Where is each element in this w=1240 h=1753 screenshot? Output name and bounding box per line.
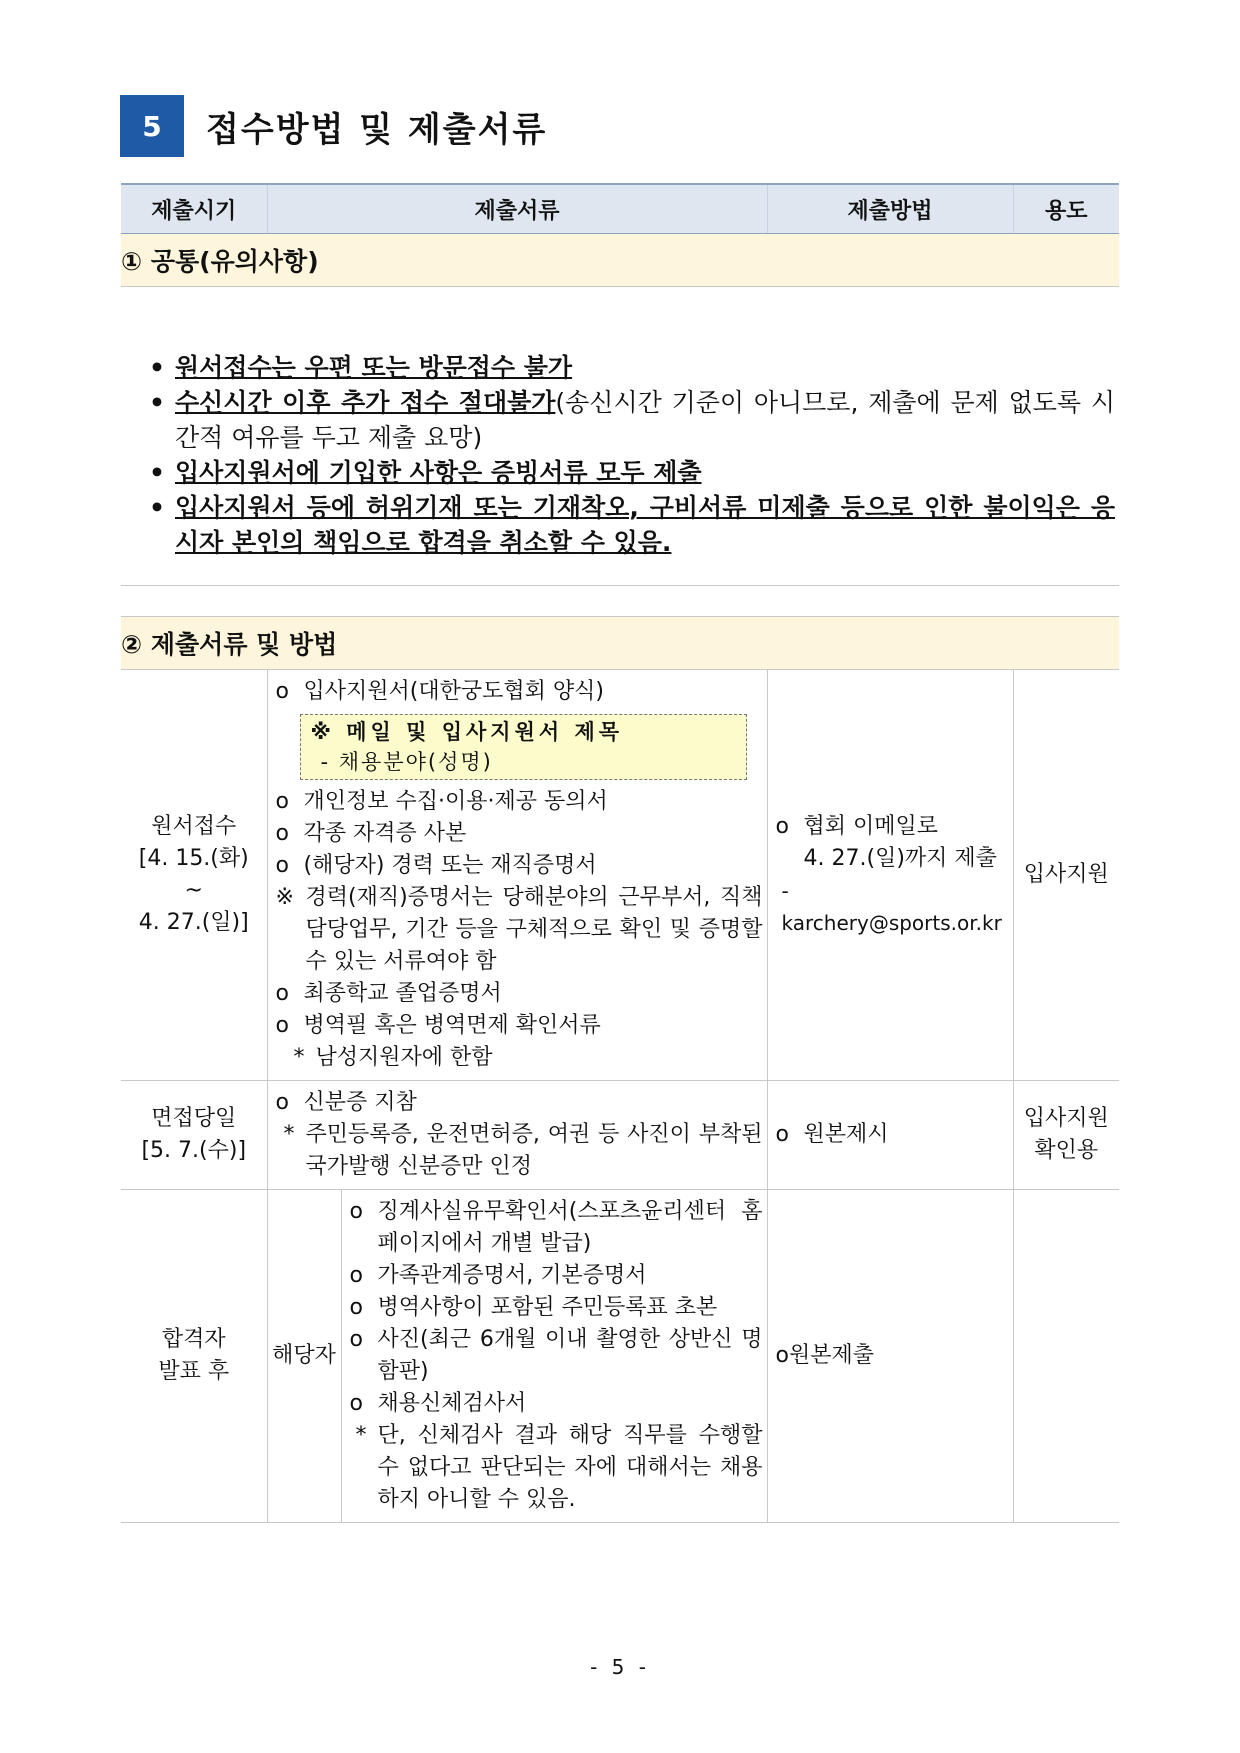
section-title: 접수방법 및 제출서류: [206, 109, 548, 150]
period-cell: 원서접수 [4. 15.(화) ~ 4. 27.(일)]: [121, 670, 267, 1081]
submission-table: [121, 183, 1119, 1523]
band-common-title: ① 공통(유의사항): [121, 234, 1119, 287]
band-documents-title: ② 제출서류 및 방법: [121, 617, 1119, 670]
note-item: • 원서접수는 우편 또는 방문접수 불가: [149, 350, 1115, 385]
band-common: [121, 234, 1119, 287]
period-cell: 면접당일 [5. 7.(수)]: [121, 1081, 267, 1190]
section-heading: [120, 95, 547, 157]
target-cell: 해당자: [267, 1190, 341, 1523]
table-row: [121, 670, 1119, 1081]
header-documents: 제출서류: [267, 184, 767, 234]
header-purpose: 용도: [1013, 184, 1119, 234]
note-item: • 입사지원서에 기입한 사항은 증빙서류 모두 제출: [149, 455, 1115, 490]
mail-title-note: ※ 메일 및 입사지원서 제목 - 채용분야(성명): [300, 714, 747, 780]
method-cell: o 원본제시: [767, 1081, 1013, 1190]
purpose-cell: 입사지원: [1013, 670, 1119, 1081]
method-cell: o원본제출: [767, 1190, 1013, 1523]
section-number: 5: [120, 95, 184, 157]
notes-row: [121, 287, 1119, 586]
band-documents: [121, 617, 1119, 670]
purpose-cell: 입사지원 확인용: [1013, 1081, 1119, 1190]
documents-cell: o 입사지원서(대한궁도협회 양식) ※ 메일 및 입사지원서 제목 - 채용분야(성명) o 개인정보 수집·이용·제공 동의서 o 각종 자격증 사본 o (해당자) 경력 또는 재직증명서 ※ 경력(재직)증명서는 당해분야의 근무부서, 직책 담당업무, 기간 등을 구체적으로 확인 및 증명할 수 있는 서류여야 함 o 최종학교 졸업증명서 o 병역필 혹은 병역면제 확인서류 * 남성지원자에 한함: [267, 670, 767, 1081]
method-cell: o 협회 이메일로 4. 27.(일)까지 제출 - karchery@sports.or.kr: [767, 670, 1013, 1081]
table-header-row: [121, 184, 1119, 234]
note-item: • 수신시간 이후 추가 접수 절대불가(송신시간 기준이 아니므로, 제출에 문제 없도록 시간적 여유를 두고 제출 요망): [149, 385, 1115, 455]
documents-cell: o 신분증 지참 * 주민등록증, 운전면허증, 여권 등 사진이 부착된 국가발행 신분증만 인정: [267, 1081, 767, 1190]
table-row: [121, 1190, 1119, 1523]
page-number: - 5 -: [590, 1655, 650, 1679]
notes-list: [149, 350, 1115, 560]
purpose-cell: [1013, 1190, 1119, 1523]
header-method: 제출방법: [767, 184, 1013, 234]
table-row: [121, 1081, 1119, 1190]
period-cell: 합격자 발표 후: [121, 1190, 267, 1523]
header-period: 제출시기: [121, 184, 267, 234]
note-item: • 입사지원서 등에 허위기재 또는 기재착오, 구비서류 미제출 등으로 인한 불이익은 응시자 본인의 책임으로 합격을 취소할 수 있음.: [149, 490, 1115, 560]
documents-cell: o 징계사실유무확인서(스포츠윤리센터 홈페이지에서 개별 발급) o 가족관계증명서, 기본증명서 o 병역사항이 포함된 주민등록표 초본 o 사진(최근 6개월 이내 촬영한 상반신 명함판) o 채용신체검사서 * 단, 신체검사 결과 해당 직무를 수행할 수 없다고 판단되는 자에 대해서는 채용하지 아니할 수 있음.: [341, 1190, 767, 1523]
